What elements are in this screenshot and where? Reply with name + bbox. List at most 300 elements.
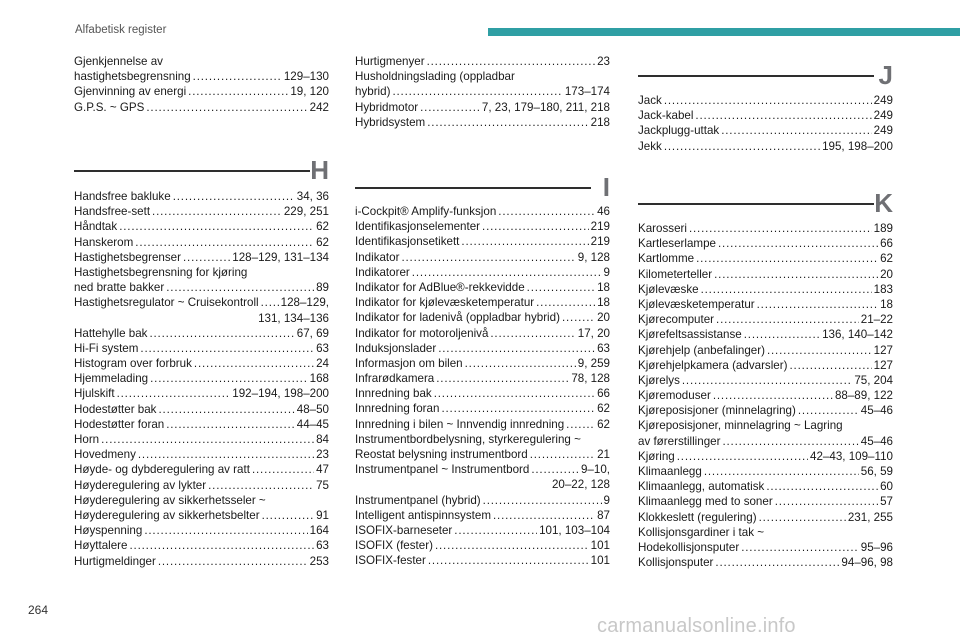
section-letter: I <box>602 172 610 202</box>
entry-pages: 47 <box>316 463 329 477</box>
entry-label: Kjørecomputer <box>638 313 715 327</box>
entry-pages: 63 <box>316 341 329 355</box>
entry-pages: 44–45 <box>296 417 329 431</box>
dot-leader <box>789 358 871 373</box>
entry-line: Instrumentbordbelysning, styrkeregulering ~ <box>355 432 581 446</box>
dot-leader <box>129 538 314 553</box>
entry-pages: 62 <box>316 220 329 234</box>
entry-label: Induksjonslader <box>355 341 437 355</box>
entry-pages: 48–50 <box>296 402 329 416</box>
header-title: Alfabetisk register <box>75 24 167 36</box>
index-entry <box>355 295 610 310</box>
dot-leader <box>531 462 579 477</box>
entry-pages: 42–43, 109–110 <box>810 449 893 463</box>
entry-label: Klokkeslett (regulering) <box>638 510 757 524</box>
entry-label: G.P.S. ~ GPS <box>74 100 145 114</box>
index-entry <box>355 462 610 477</box>
dot-leader <box>483 493 602 508</box>
index-entry <box>74 100 329 115</box>
index-entry <box>74 371 329 386</box>
dot-leader <box>714 267 878 282</box>
section-rule <box>355 187 591 189</box>
index-entry <box>638 267 893 282</box>
entry-label: hastighetsbegrensning <box>74 70 191 84</box>
index-entry <box>355 538 610 553</box>
entry-label: Høyderegulering av lykter <box>74 478 207 492</box>
dot-leader <box>490 326 575 341</box>
entry-pages: 20 <box>597 311 610 325</box>
dot-leader <box>677 449 808 464</box>
entry-pages: 75, 204 <box>854 373 893 387</box>
entry-line: Husholdningslading (oppladbar <box>355 70 515 84</box>
entry-pages: 127 <box>873 358 893 372</box>
entry-label: i-Cockpit® Amplify-funksjon <box>355 205 497 218</box>
dot-leader <box>767 343 872 358</box>
dot-leader <box>427 54 596 69</box>
dot-leader <box>682 373 852 388</box>
entry-label: Instrumentpanel (hybrid) <box>355 493 481 507</box>
entry-label: Jack-kabel <box>638 109 694 123</box>
index-entry <box>74 341 329 356</box>
entry-label: Høyttalere <box>74 539 128 553</box>
dot-leader <box>158 554 308 569</box>
dot-leader <box>166 417 295 432</box>
entry-label: Hjulskift <box>74 387 115 401</box>
entry-pages: 9, 128 <box>577 250 610 264</box>
index-entry <box>355 54 610 69</box>
index-entry <box>74 84 329 99</box>
entry-label: Hattehylle bak <box>74 326 148 340</box>
dot-leader <box>158 402 294 417</box>
index-entry <box>638 510 893 525</box>
entry-pages: 89 <box>316 281 329 295</box>
entry-pages: 9 <box>603 493 610 507</box>
entry-pages: 192–194, 198–200 <box>232 387 329 401</box>
index-entry <box>74 478 329 493</box>
dot-leader <box>715 555 839 570</box>
entry-label: Indikatorer <box>355 265 410 279</box>
entry-pages: 173–174 <box>564 85 610 99</box>
entry-line: Kjøreposisjoner, minnelagring ~ Lagring <box>638 419 843 433</box>
entry-pages: 249 <box>873 109 893 123</box>
index-entry-list <box>355 204 610 569</box>
dot-leader <box>194 356 314 371</box>
entry-label: Kjørefeltsassistanse <box>638 328 742 342</box>
entry-pages: 183 <box>873 282 893 296</box>
entry-pages: 95–96 <box>860 540 893 554</box>
entry-label: Hybridmotor <box>355 100 419 114</box>
dot-leader <box>716 312 859 327</box>
index-entry <box>355 234 610 249</box>
entry-label: Hurtigmeldinger <box>74 554 156 568</box>
index-entry <box>355 219 610 234</box>
entry-line: Høyderegulering av sikkerhetsseler ~ <box>74 493 266 507</box>
dot-leader <box>101 432 314 447</box>
entry-label: Hovedmeny <box>74 448 136 462</box>
entry-pages: 67, 69 <box>296 326 329 340</box>
entry-label: Kjøring <box>638 449 675 463</box>
index-entry <box>74 432 329 447</box>
entry-pages: 253 <box>309 554 329 568</box>
index-entry <box>355 115 610 130</box>
entry-pages: 17, 20 <box>577 326 610 340</box>
index-entry <box>638 343 893 358</box>
entry-label: Kjørelys <box>638 373 680 387</box>
entry-pages: 219 <box>590 220 610 234</box>
index-entry <box>74 554 329 569</box>
index-entry <box>638 449 893 464</box>
entry-label: Hastighetsregulator ~ Cruisekontroll <box>74 296 259 310</box>
index-entry <box>638 221 893 236</box>
entry-pages: 62 <box>597 402 610 416</box>
entry-pages: 94–96, 98 <box>841 556 893 570</box>
index-entry <box>355 447 610 462</box>
entry-pages: 195, 198–200 <box>822 139 893 153</box>
entry-pages: 101 <box>590 554 610 568</box>
entry-label: Klimaanlegg med to soner <box>638 495 773 509</box>
dot-leader <box>412 265 602 280</box>
section-letter: J <box>878 60 893 90</box>
index-entry <box>74 69 329 84</box>
entry-label: Kjørehjelpkamera (advarsler) <box>638 358 788 372</box>
entry-pages: 24 <box>316 357 329 371</box>
dot-leader <box>183 250 230 265</box>
index-entry <box>355 356 610 371</box>
index-entry <box>638 494 893 509</box>
entry-label: Kilometerteller <box>638 267 713 281</box>
index-entry-list <box>355 54 610 130</box>
entry-label: Jack <box>638 94 662 107</box>
index-entry <box>355 493 610 508</box>
index-entry <box>638 434 893 449</box>
entry-continuation: 131, 134–136 <box>258 311 329 325</box>
dot-leader <box>117 386 231 401</box>
dot-leader <box>188 84 288 99</box>
index-entry <box>355 417 610 432</box>
dot-leader <box>427 115 588 130</box>
dot-leader <box>689 221 872 236</box>
index-entry <box>638 282 893 297</box>
entry-label: Høyspenning <box>74 524 143 538</box>
dot-leader <box>420 100 480 115</box>
index-entry-list <box>74 189 329 569</box>
dot-leader <box>759 510 846 525</box>
dot-leader <box>527 280 595 295</box>
index-entry <box>74 295 329 310</box>
dot-leader <box>744 327 820 342</box>
dot-leader <box>664 93 872 108</box>
entry-pages: 249 <box>873 124 893 138</box>
entry-label: Histogram over forbruk <box>74 357 192 371</box>
entry-pages: 21 <box>597 448 610 461</box>
dot-leader <box>461 234 588 249</box>
entry-pages: 19, 120 <box>290 85 329 99</box>
entry-pages: 231, 255 <box>847 510 893 524</box>
dot-leader <box>536 295 595 310</box>
dot-leader <box>493 508 595 523</box>
entry-pages: 218 <box>590 115 610 129</box>
index-entry <box>638 479 893 494</box>
entry-pages: 60 <box>880 480 893 494</box>
index-entry <box>638 251 893 266</box>
dot-leader <box>434 386 595 401</box>
entry-pages: 9, 259 <box>577 356 610 370</box>
entry-label: Horn <box>74 433 100 446</box>
entry-label: Hjemmelading <box>74 372 149 386</box>
entry-label: Reostat belysning instrumentbord <box>355 448 528 461</box>
dot-leader <box>173 189 295 204</box>
entry-pages: 23 <box>597 55 610 68</box>
dot-leader <box>428 553 589 568</box>
index-entry <box>638 297 893 312</box>
dot-leader <box>798 403 859 418</box>
entry-pages: 18 <box>597 280 610 294</box>
entry-label: Høyde- og dybderegulering av ratt <box>74 463 250 477</box>
dot-leader <box>566 417 595 432</box>
entry-label: Jekk <box>638 139 662 153</box>
entry-label: Hodestøtter bak <box>74 402 157 416</box>
entry-pages: 18 <box>880 297 893 311</box>
entry-label: Kjørehjelp (anbefalinger) <box>638 343 765 357</box>
dot-leader <box>435 538 589 553</box>
index-entry-list <box>638 221 893 570</box>
index-entry-list <box>74 54 329 115</box>
entry-label: Kjøreposisjoner (minnelagring) <box>638 404 796 418</box>
entry-label: Hybridsystem <box>355 115 426 129</box>
index-entry <box>638 123 893 138</box>
entry-pages: 88–89, 122 <box>834 389 893 403</box>
index-entry <box>355 100 610 115</box>
entry-label: Jackplugg-uttak <box>638 124 720 138</box>
page-number: 264 <box>28 603 49 617</box>
entry-pages: 91 <box>316 508 329 522</box>
index-entry <box>638 93 893 108</box>
entry-pages: 62 <box>597 417 610 431</box>
entry-line: Hastighetsbegrensning for kjøring <box>74 265 248 279</box>
dot-leader <box>193 69 282 84</box>
section-heading <box>638 60 893 90</box>
entry-label: Høyderegulering av sikkerhetsbelter <box>74 508 260 522</box>
entry-pages: 219 <box>590 235 610 249</box>
header-accent-bar <box>488 28 960 36</box>
index-entry <box>355 84 610 99</box>
entry-label: Innredning foran <box>355 402 440 416</box>
entry-label: Hi-Fi system <box>74 341 139 355</box>
entry-label: Gjenvinning av energi <box>74 85 187 99</box>
entry-label: ISOFIX-barneseter <box>355 523 453 537</box>
section-rule <box>638 75 874 77</box>
entry-label: Indikator <box>355 250 400 264</box>
index-entry <box>74 402 329 417</box>
entry-pages: 84 <box>316 433 329 446</box>
entry-label: Identifikasjonsetikett <box>355 235 460 249</box>
index-entry <box>638 312 893 327</box>
index-entry <box>74 447 329 462</box>
entry-label: Klimaanlegg <box>638 465 702 478</box>
index-entry <box>74 538 329 553</box>
entry-label: Indikator for kjølevæsketemperatur <box>355 296 535 310</box>
entry-pages: 45–46 <box>860 434 893 448</box>
entry-pages: 7, 23, 179–180, 211, 218 <box>481 100 610 114</box>
entry-pages: 229, 251 <box>283 205 329 219</box>
index-entry <box>355 250 610 265</box>
index-entry <box>355 508 610 523</box>
entry-label: Handsfree bakluke <box>74 190 171 203</box>
section-heading <box>355 172 610 202</box>
entry-pages: 46 <box>597 205 610 218</box>
entry-pages: 9–10, <box>580 463 610 477</box>
entry-pages: 101 <box>590 539 610 553</box>
dot-leader <box>701 282 872 297</box>
dot-leader <box>252 462 314 477</box>
entry-pages: 9 <box>603 265 610 279</box>
entry-label: Infrarødkamera <box>355 372 435 386</box>
section-rule <box>74 170 310 172</box>
dot-leader <box>713 388 833 403</box>
entry-pages: 78, 128 <box>571 372 610 386</box>
entry-pages: 75 <box>316 478 329 492</box>
entry-label: Innredning i bilen ~ Innvendig innredning <box>355 417 565 431</box>
entry-label: Hodekollisjonsputer <box>638 540 740 554</box>
dot-leader <box>152 204 282 219</box>
entry-line: Gjenkjennelse av <box>74 55 163 68</box>
entry-pages: 63 <box>316 539 329 553</box>
entry-pages: 34, 36 <box>296 190 329 203</box>
entry-label: Hodestøtter foran <box>74 417 165 431</box>
index-entry <box>74 235 329 250</box>
entry-label: Innredning bak <box>355 387 432 401</box>
index-entry <box>74 280 329 295</box>
entry-label: Kjølevæske <box>638 282 699 296</box>
entry-label: Hastighetsbegrenser <box>74 250 181 264</box>
entry-continuation: 20–22, 128 <box>551 478 610 492</box>
entry-pages: 136, 140–142 <box>822 328 893 342</box>
index-entry <box>355 371 610 386</box>
entry-pages: 242 <box>309 100 329 114</box>
entry-label: Kjølevæsketemperatur <box>638 297 755 311</box>
dot-leader <box>454 523 537 538</box>
dot-leader <box>766 479 878 494</box>
dot-leader <box>775 494 878 509</box>
index-entry <box>74 326 329 341</box>
entry-pages: 168 <box>309 372 329 386</box>
entry-label: Hurtigmenyer <box>355 55 425 68</box>
dot-leader <box>261 295 279 310</box>
index-entry <box>638 108 893 123</box>
entry-label: Karosseri <box>638 222 687 235</box>
section-letter: K <box>874 188 893 218</box>
index-entry <box>638 464 893 479</box>
index-entry <box>74 508 329 523</box>
dot-leader <box>562 310 595 325</box>
entry-pages: 20 <box>880 267 893 281</box>
entry-label: ISOFIX (fester) <box>355 539 433 553</box>
entry-label: Intelligent antispinnsystem <box>355 508 491 522</box>
index-entry <box>355 280 610 295</box>
entry-pages: 87 <box>597 508 610 522</box>
index-entry <box>74 523 329 538</box>
dot-leader <box>149 326 294 341</box>
entry-label: Hanskerom <box>74 235 134 249</box>
dot-leader <box>721 123 871 138</box>
index-entry <box>638 139 893 154</box>
entry-pages: 189 <box>873 222 893 235</box>
dot-leader <box>718 236 878 251</box>
entry-pages: 57 <box>880 495 893 509</box>
dot-leader <box>741 540 859 555</box>
entry-label: Handsfree-sett <box>74 205 151 219</box>
index-entry <box>638 358 893 373</box>
dot-leader <box>482 219 589 234</box>
dot-leader <box>144 523 307 538</box>
entry-label: Klimaanlegg, automatisk <box>638 480 765 494</box>
index-entry-list <box>638 93 893 154</box>
entry-pages: 62 <box>880 252 893 266</box>
dot-leader <box>146 100 307 115</box>
dot-leader <box>401 250 575 265</box>
index-entry <box>638 540 893 555</box>
index-entry <box>355 386 610 401</box>
index-entry <box>355 401 610 416</box>
index-entry <box>355 326 610 341</box>
entry-label: Indikator for AdBlue®-rekkevidde <box>355 280 525 294</box>
index-entry <box>638 388 893 403</box>
index-entry <box>638 373 893 388</box>
dot-leader <box>392 84 562 99</box>
index-entry <box>638 403 893 418</box>
entry-label: Informasjon om bilen <box>355 356 463 370</box>
dot-leader <box>695 108 871 123</box>
entry-pages: 23 <box>316 448 329 462</box>
entry-pages: 127 <box>873 343 893 357</box>
entry-label: Håndtak <box>74 220 118 234</box>
entry-pages: 128–129, 131–134 <box>232 250 329 264</box>
entry-label: Indikator for motoroljenivå <box>355 326 489 340</box>
dot-leader <box>140 341 314 356</box>
entry-label: ISOFIX-fester <box>355 554 426 568</box>
entry-pages: 62 <box>316 235 329 249</box>
index-entry <box>355 523 610 538</box>
entry-pages: 129–130 <box>283 70 329 84</box>
dot-leader <box>704 464 859 479</box>
index-entry <box>638 555 893 570</box>
index-entry <box>74 462 329 477</box>
entry-label: Kartlomme <box>638 252 695 266</box>
entry-pages: 21–22 <box>860 313 893 327</box>
entry-line: Kollisjonsgardiner i tak ~ <box>638 525 764 539</box>
index-entry <box>355 204 610 219</box>
index-entry <box>638 236 893 251</box>
dot-leader <box>465 356 576 371</box>
entry-pages: 101, 103–104 <box>539 523 610 537</box>
entry-pages: 18 <box>597 296 610 310</box>
watermark-text: carmanualsonline.info <box>597 615 796 637</box>
entry-label: Kartleserlampe <box>638 237 716 251</box>
entry-pages: 45–46 <box>860 404 893 418</box>
section-heading <box>638 188 893 218</box>
index-entry <box>74 219 329 234</box>
index-entry <box>355 553 610 568</box>
dot-leader <box>135 235 314 250</box>
entry-pages: 128–129, <box>280 296 329 310</box>
dot-leader <box>441 401 595 416</box>
dot-leader <box>436 371 569 386</box>
entry-label: av førerstillinger <box>638 434 721 448</box>
section-rule <box>638 203 874 205</box>
dot-leader <box>757 297 878 312</box>
dot-leader <box>696 251 878 266</box>
entry-label: hybrid) <box>355 85 391 99</box>
